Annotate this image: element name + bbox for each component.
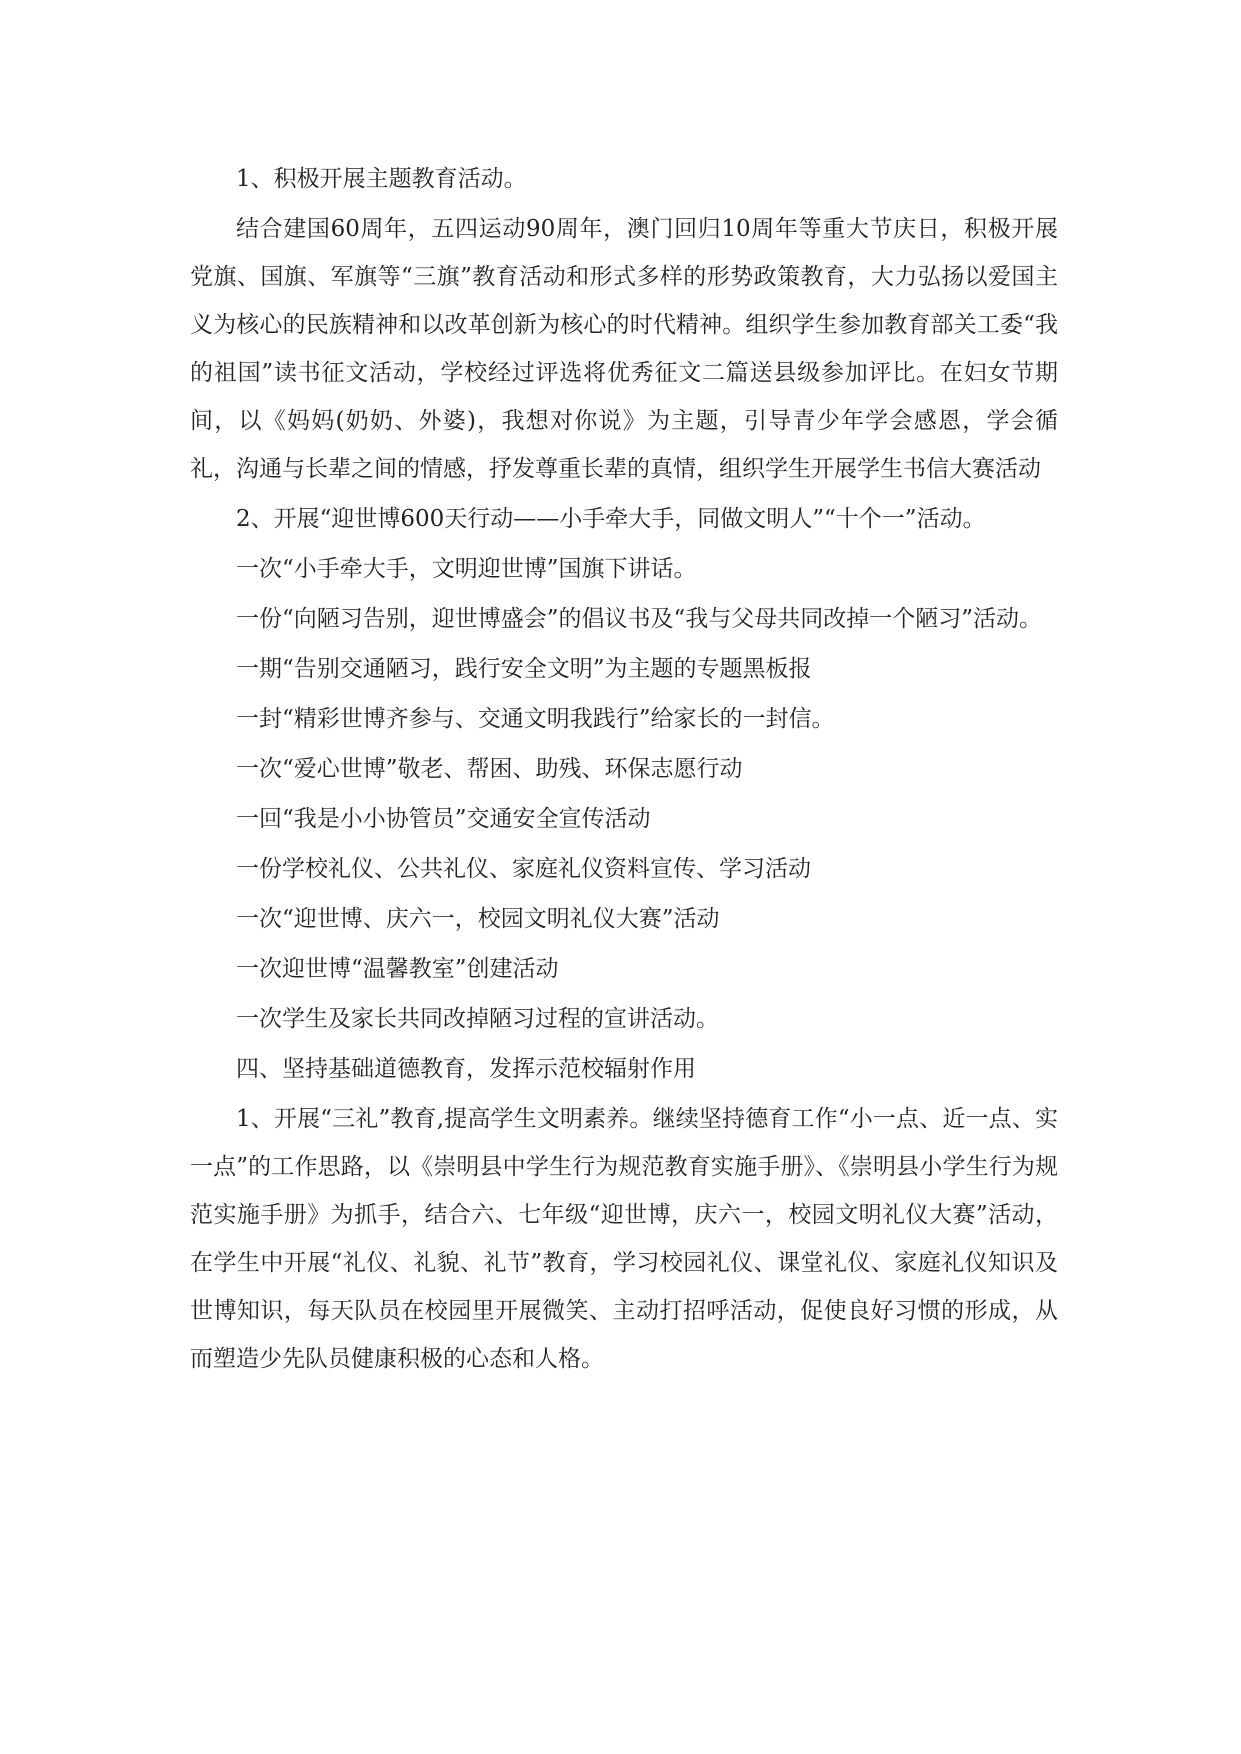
- list-item: 一回“我是小小协管员”交通安全宣传活动: [236, 806, 651, 832]
- paragraph-three-etiquette-education: 1、开展“三礼”教育,提高学生文明素养。继续坚持德育工作“小一点、近一点、实一点”的工作思路，以《崇明县中学生行为规范教育实施手册》、《崇明县小学生行为规范实施手册》为抓手，结合六、七年级“迎世博，庆六一，校园文明礼仪大赛”活动，在学生中开展“礼仪、礼貌、礼节”教育，学习校园礼仪、课堂礼仪、家庭礼仪知识及世博知识，每天队员在校园里开展微笑、主动打招呼活动，促使良好习惯的形成，从而塑造少先队员健康积极的心态和人格。: [190, 1106, 1058, 1372]
- list-item: 一次“爱心世博”敬老、帮困、助残、环保志愿行动: [236, 756, 743, 782]
- list-item: 一次“迎世博、庆六一，校园文明礼仪大赛”活动: [236, 906, 720, 932]
- list-item: 一期“告别交通陋习，践行安全文明”为主题的专题黑板报: [236, 656, 812, 682]
- list-item: 一次“小手牵大手，文明迎世博”国旗下讲话。: [236, 556, 697, 582]
- list-item: 一封“精彩世博齐参与、交通文明我践行”给家长的一封信。: [236, 706, 835, 732]
- list-item: 一次学生及家长共同改掉陋习过程的宣讲活动。: [236, 1006, 719, 1032]
- paragraph-expo-600-days-heading: 2、开展“迎世博600天行动——小手牵大手，同做文明人”“十个一”活动。: [236, 506, 986, 532]
- list-item: 一次迎世博“温馨教室”创建活动: [236, 956, 559, 982]
- paragraph-theme-education-heading: 1、积极开展主题教育活动。: [236, 166, 527, 192]
- list-item: 一份“向陋习告别，迎世博盛会”的倡议书及“我与父母共同改掉一个陋习”活动。: [236, 606, 1043, 632]
- paragraph-theme-education-body: 结合建国60周年，五四运动90周年，澳门回归10周年等重大节庆日，积极开展党旗、国旗、军旗等“三旗”教育活动和形式多样的形势政策教育，大力弘扬以爱国主义为核心的民族精神和以改革创新为核心的时代精神。组织学生参加教育部关工委“我的祖国”读书征文活动，学校经过评选将优秀征文二篇送县级参加评比。在妇女节期间，以《妈妈(奶奶、外婆)，我想对你说》为主题，引导青少年学会感恩，学会循礼，沟通与长辈之间的情感，抒发尊重长辈的真情，组织学生开展学生书信大赛活动: [190, 216, 1058, 482]
- list-item: 一份学校礼仪、公共礼仪、家庭礼仪资料宣传、学习活动: [236, 856, 811, 882]
- document-body: [190, 155, 1058, 1385]
- section-heading-moral-education: 四、坚持基础道德教育，发挥示范校辐射作用: [236, 1056, 696, 1082]
